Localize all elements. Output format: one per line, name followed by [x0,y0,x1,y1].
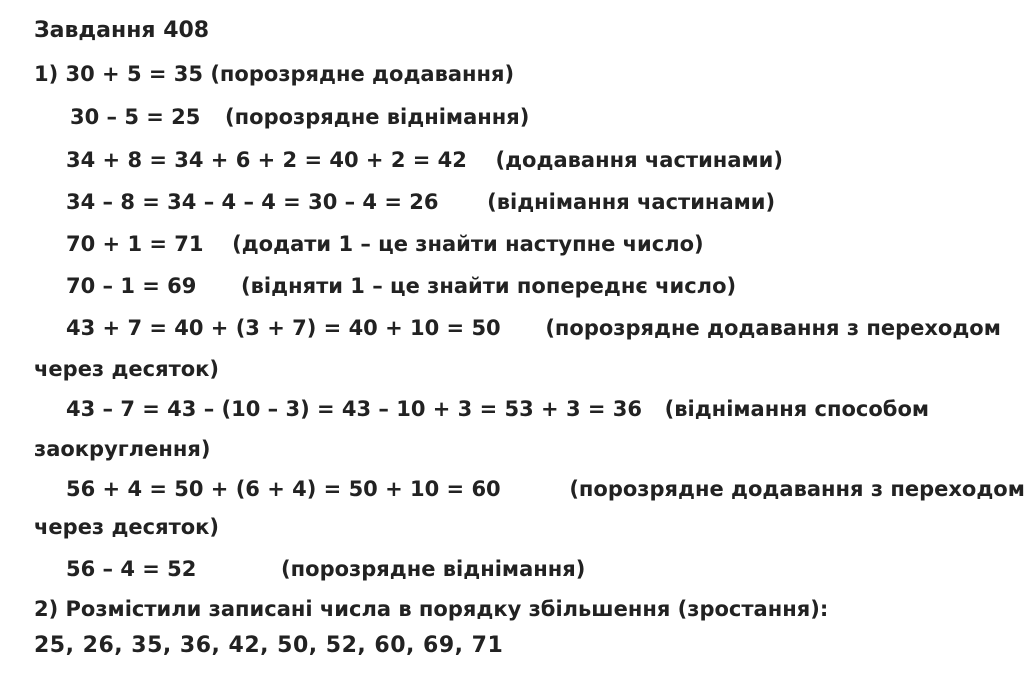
equation-line-3 [66,189,775,215]
equation-note: (додати 1 – це знайти наступне число) [232,232,704,256]
equation-note: (віднімання способом [664,397,930,421]
equation-expr: 43 + 7 = 40 + (3 + 7) = 40 + 10 = 50 [66,316,501,340]
equation-line-2 [66,147,783,173]
task-title: Завдання 408 [34,18,210,43]
equation-line-4 [66,231,704,257]
equation-line-9 [66,556,585,582]
equation-note: (порозрядне додавання з переходом [569,477,1025,501]
equation-expr: 30 – 5 = 25 [70,105,201,129]
equation-expr: 70 – 1 = 69 [66,274,197,298]
equation-expr: 43 – 7 = 43 – (10 – 3) = 43 – 10 + 3 = 53 + 3 = 36 [66,397,643,421]
sorted-numbers: 25, 26, 35, 36, 42, 50, 52, 60, 69, 71 [34,633,504,658]
equation-expr: 34 – 8 = 34 – 4 – 4 = 30 – 4 = 26 [66,190,439,214]
equation-note: (відняти 1 – це знайти попереднє число) [241,274,737,298]
equation-note-continuation: через десяток) [34,357,220,381]
equation-expr: 56 – 4 = 52 [66,557,197,581]
equation-line-5 [66,273,736,299]
equation-line-6 [66,315,1001,341]
equation-note: (порозрядне віднімання) [281,557,586,581]
equation-note: (порозрядне додавання з переходом [545,316,1001,340]
equation-line-1 [70,104,529,130]
equation-note: (віднімання частинами) [487,190,776,214]
equation-expr: 70 + 1 = 71 [66,232,204,256]
equation-note: (порозрядне віднімання) [225,105,530,129]
part1-heading: 1) 30 + 5 = 35 (порозрядне додавання) [34,62,515,86]
equation-note-continuation: заокруглення) [34,437,211,461]
equation-line-7 [66,396,929,422]
equation-expr: 56 + 4 = 50 + (6 + 4) = 50 + 10 = 60 [66,477,501,501]
part2-heading: 2) Розмістили записані числа в порядку збільшення (зростання): [34,597,829,621]
equation-expr: 34 + 8 = 34 + 6 + 2 = 40 + 2 = 42 [66,148,467,172]
equation-note-continuation: через десяток) [34,515,220,539]
equation-note: (додавання частинами) [495,148,783,172]
equation-line-8 [66,476,1025,502]
